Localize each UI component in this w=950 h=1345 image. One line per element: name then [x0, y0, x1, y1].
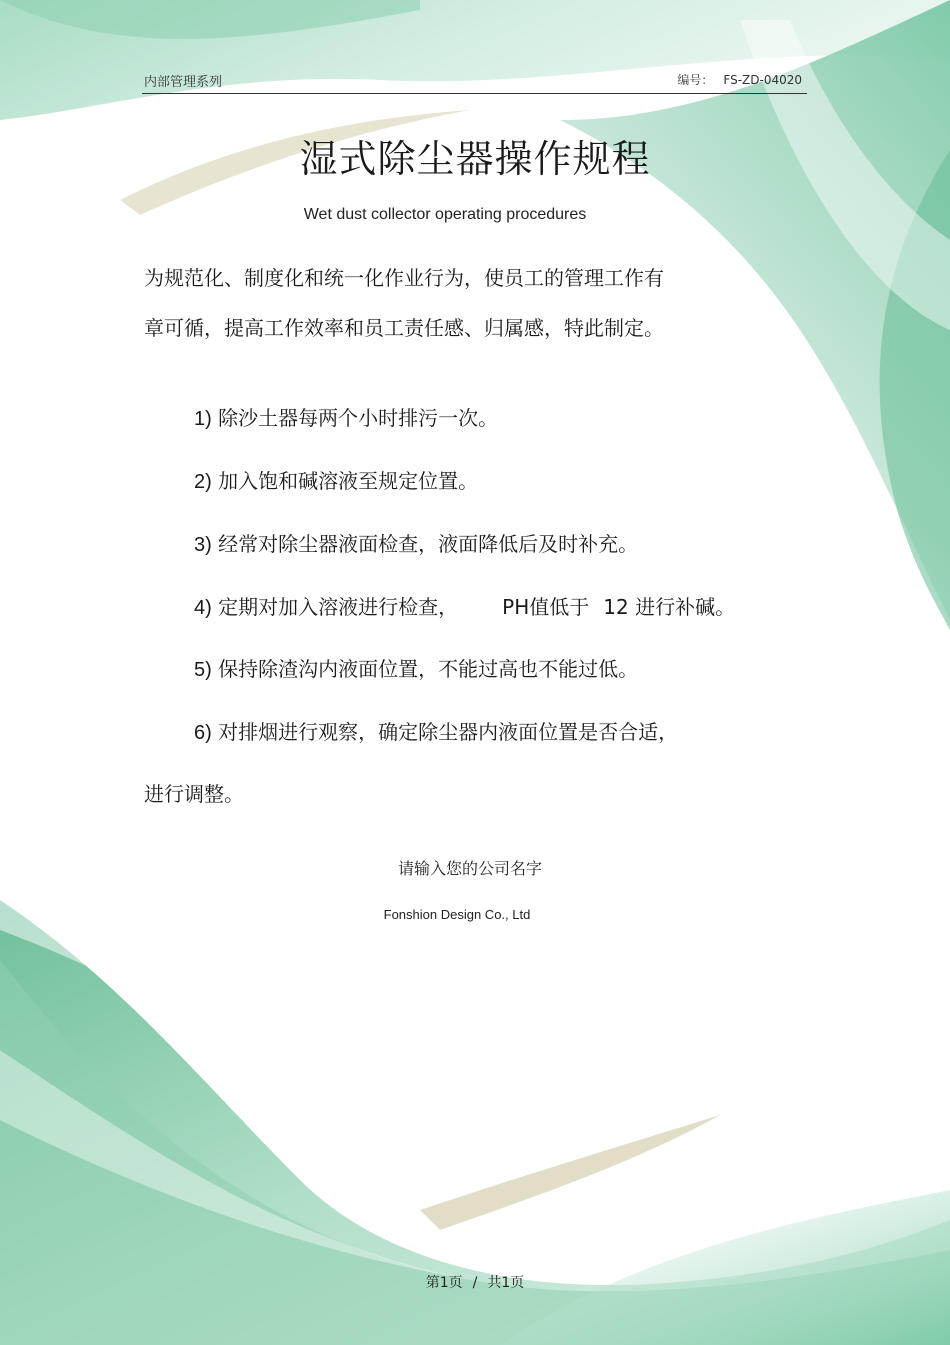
footer-page: 第1页: [425, 1275, 463, 1291]
item-number: 2): [194, 471, 212, 493]
item-number: 6): [194, 722, 212, 744]
item-number: 3): [194, 534, 212, 556]
page-subtitle: Wet dust collector operating procedures: [303, 206, 587, 223]
footer-total: 共1页: [487, 1275, 525, 1291]
item-number: 5): [194, 659, 212, 681]
item-text: 经常对除尘器液面检查，液面降低后及时补充。: [218, 532, 639, 556]
page-footer: [0, 1272, 950, 1292]
header-code-value: FS-ZD-04020: [723, 73, 802, 87]
intro-paragraph: [144, 253, 764, 353]
list-item-continuation: 进行调整。: [144, 782, 244, 806]
header-divider: [142, 93, 807, 94]
list-item: [194, 465, 478, 494]
item-text: 除沙土器每两个小时排污一次。: [218, 406, 499, 430]
item-text: 对排烟进行观察，确定除尘器内液面位置是否合适，: [218, 720, 679, 744]
header-code-label: 编号：: [677, 73, 714, 87]
item-text-ph: PH值低于: [502, 595, 590, 619]
company-name-cn: 请输入您的公司名字: [397, 859, 542, 878]
list-item: [194, 716, 678, 745]
item-text: 保持除渣沟内液面位置，不能过高也不能过低。: [218, 657, 639, 681]
item-text: 加入饱和碱溶液至规定位置。: [218, 469, 479, 493]
item-text: 定期对加入溶液进行检查，: [218, 595, 459, 619]
list-item: [194, 402, 498, 431]
company-name-en: Fonshion Design Co., Ltd: [383, 907, 531, 922]
list-item: [194, 591, 735, 620]
intro-line-2: 章可循，提高工作效率和员工责任感、归属感，特此制定。: [144, 316, 664, 340]
list-item: [194, 528, 638, 557]
item-text-value: 12 进行补碱。: [603, 595, 736, 619]
intro-line-1: 为规范化、制度化和统一化作业行为，使员工的管理工作有: [144, 266, 664, 290]
footer-separator: /: [472, 1275, 478, 1291]
item-number: 1): [194, 408, 212, 430]
page-title: 湿式除尘器操作规程: [299, 137, 651, 181]
item-number: 4): [194, 597, 212, 619]
list-item: [194, 653, 638, 682]
header-series: 内部管理系列: [144, 75, 223, 90]
header-code: [677, 71, 802, 88]
